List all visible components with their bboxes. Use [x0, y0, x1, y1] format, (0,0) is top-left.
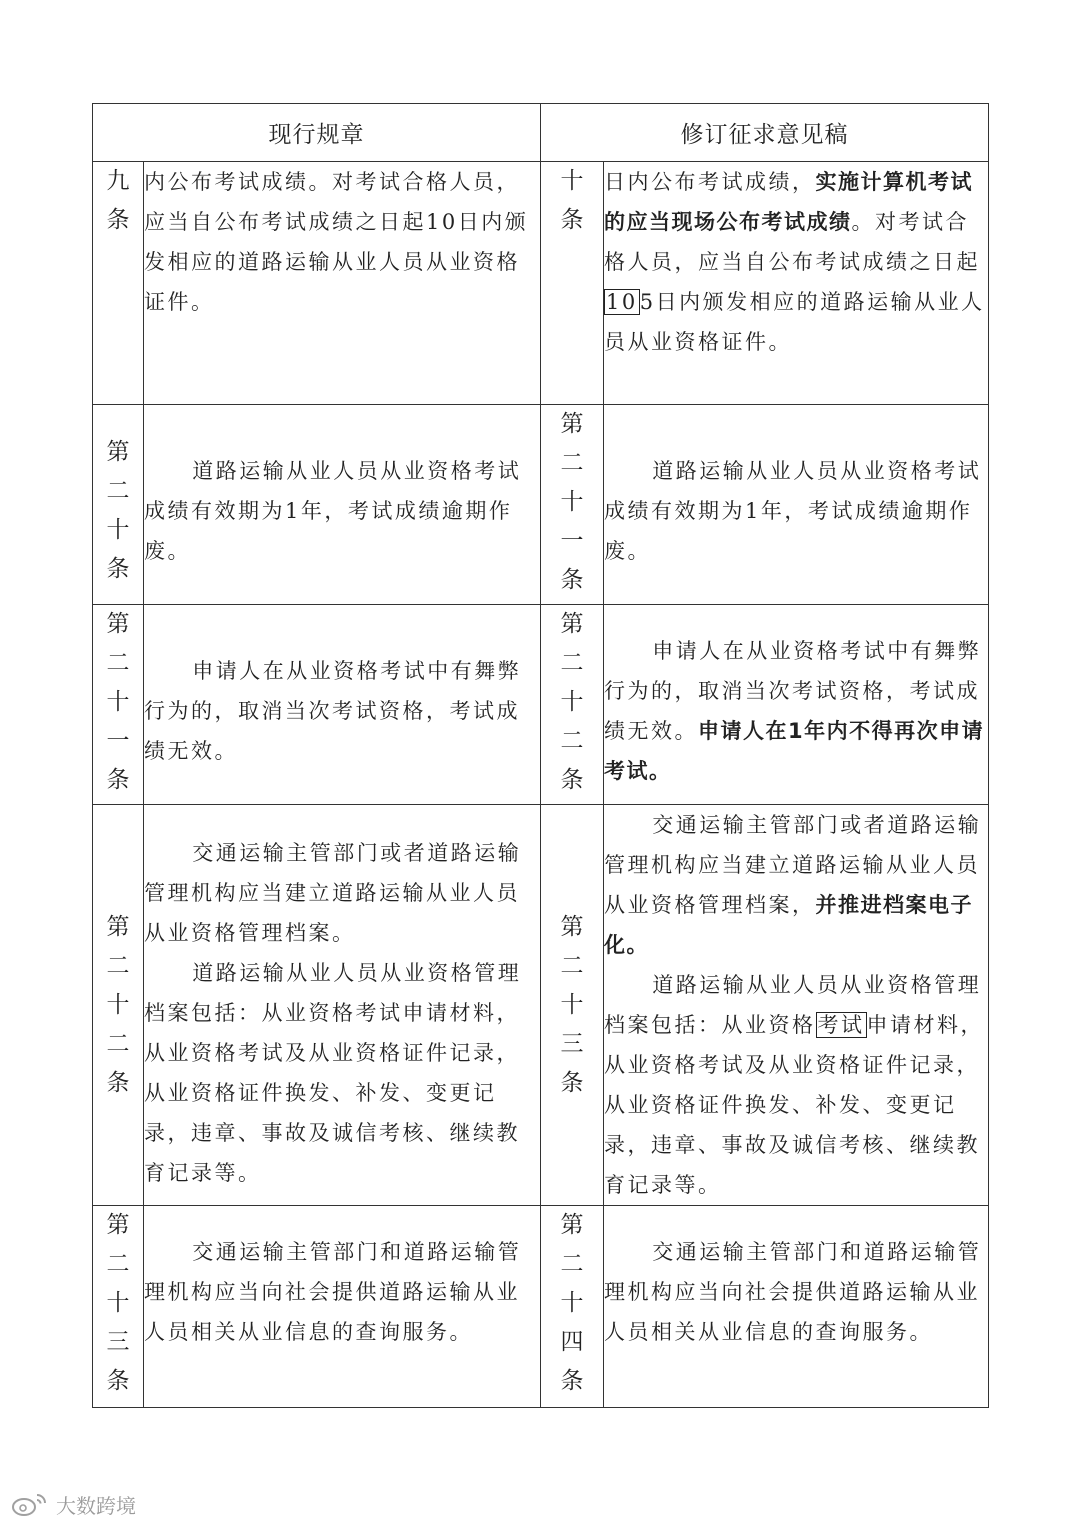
right-article-number: 第 二 十 四 条: [541, 1206, 604, 1408]
header-revised-draft: 修订征求意见稿: [541, 104, 989, 162]
left-article-text: 交通运输主管部门和道路运输管理机构应当向社会提供道路运输从业人员相关从业信息的查询服务。: [144, 1206, 541, 1408]
right-article-number: 十 条: [541, 162, 604, 405]
right-article-number: 第 二 十 一 条: [541, 405, 604, 605]
right-article-text: 日内公布考试成绩，实施计算机考试的应当现场公布考试成绩。对考试合格人员，应当自公布考试成绩之日起105日内颁发相应的道路运输从业人员从业资格证件。: [604, 162, 989, 405]
right-article-text: 交通运输主管部门和道路运输管理机构应当向社会提供道路运输从业人员相关从业信息的查询服务。: [604, 1206, 989, 1408]
left-article-number: 第 二 十 一 条: [93, 605, 144, 805]
deleted-text-box: 10: [606, 290, 638, 314]
table-row: [93, 605, 989, 805]
table-header-row: [93, 104, 989, 162]
left-article-text: 申请人在从业资格考试中有舞弊行为的，取消当次考试资格，考试成绩无效。: [144, 605, 541, 805]
left-article-text: 道路运输从业人员从业资格考试成绩有效期为1年，考试成绩逾期作废。: [144, 405, 541, 605]
watermark: [10, 1490, 136, 1519]
right-article-number: 第 二 十 三 条: [541, 805, 604, 1206]
comparison-table: [92, 103, 989, 1408]
header-current-rules: 现行规章: [93, 104, 541, 162]
weibo-logo-icon: [10, 1491, 50, 1519]
table-row: [93, 1206, 989, 1408]
left-article-number: 九 条: [93, 162, 144, 405]
table-row: [93, 162, 989, 405]
left-article-number: 第 二 十 二 条: [93, 805, 144, 1206]
right-article-text: 申请人在从业资格考试中有舞弊行为的，取消当次考试资格，考试成绩无效。申请人在1年内不得再次申请考试。: [604, 605, 989, 805]
watermark-text: 大数跨境: [56, 1494, 136, 1518]
added-text: 申请人在1年内不得再次申请考试。: [604, 719, 985, 783]
added-text: 并推进档案电子化。: [604, 893, 973, 957]
deleted-text-box: 考试: [817, 1013, 865, 1037]
left-article-number: 第 二 十 三 条: [93, 1206, 144, 1408]
left-article-text: 交通运输主管部门或者道路运输管理机构应当建立道路运输从业人员从业资格管理档案。 道路运输从业人员从业资格管理档案包括：从业资格考试申请材料，从业资格考试及从业资格证件记录，从业资格证件换发、补发、变更记录，违章、事故及诚信考核、继续教育记录等。: [144, 805, 541, 1206]
right-article-text: 道路运输从业人员从业资格考试成绩有效期为1年，考试成绩逾期作废。: [604, 405, 989, 605]
left-article-number: 第 二 十 条: [93, 405, 144, 605]
table-row: [93, 405, 989, 605]
added-text: 实施计算机考试的应当现场公布考试成绩: [604, 170, 973, 234]
left-article-text: 内公布考试成绩。对考试合格人员，应当自公布考试成绩之日起10日内颁发相应的道路运输从业人员从业资格证件。: [144, 162, 541, 405]
table-row: [93, 805, 989, 1206]
right-article-number: 第 二 十 二 条: [541, 605, 604, 805]
right-article-text: 交通运输主管部门或者道路运输管理机构应当建立道路运输从业人员从业资格管理档案，并推进档案电子化。 道路运输从业人员从业资格管理档案包括：从业资格考试申请材料，从业资格考试及从业资格证件记录，从业资格证件换发、补发、变更记录，违章、事故及诚信考核、继续教育记录等。: [604, 805, 989, 1206]
